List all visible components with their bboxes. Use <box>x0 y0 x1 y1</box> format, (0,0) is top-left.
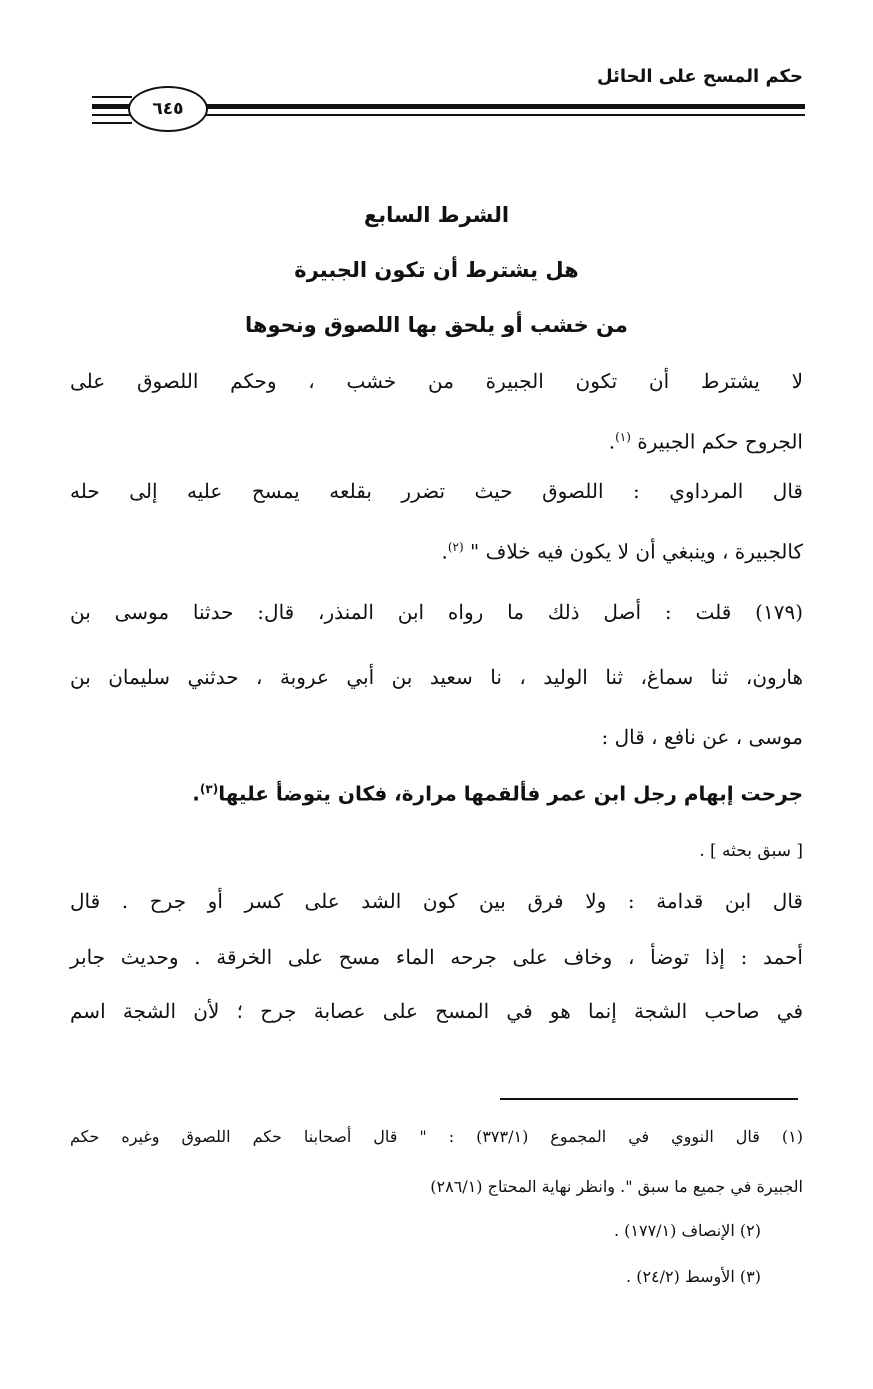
body-line-4-text: كالجبيرة ، وينبغي أن لا يكون فيه خلاف " <box>470 539 803 564</box>
body-line-6: هارون، ثنا سماغ، ثنا الوليد ، نا سعيد بن أبي عروبة ، حدثني سليمان بن <box>70 665 803 689</box>
body-line-3: قال المرداوي : اللصوق حيث تضرر بقلعه يمسح عليه إلى حله <box>70 479 803 503</box>
footnote-1-line-2: الجبيرة في جميع ما سبق ". وانظر نهاية المحتاج (٢٨٦/١) <box>430 1177 803 1196</box>
header-rule-left-1 <box>92 96 132 98</box>
period: . <box>608 429 616 454</box>
quoted-narration <box>70 774 803 809</box>
body-line-7: موسى ، عن نافع ، قال : <box>601 725 803 749</box>
section-heading-2: هل يشترط أن تكون الجبيرة <box>294 258 579 282</box>
body-line-5: (١٧٩) قلت : أصل ذلك ما رواه ابن المنذر، قال: حدثنا موسى بن <box>70 600 803 624</box>
page-number: ٦٤٥ <box>128 86 208 132</box>
section-heading-1: الشرط السابع <box>363 203 510 227</box>
period: . <box>192 781 200 806</box>
footnote-marker-3: (٣) <box>199 782 219 796</box>
body-line-9: أحمد : إذا توضأ ، وخاف على جرحه الماء مسح على الخرقة . وحديث جابر <box>70 945 803 969</box>
body-line-1: لا يشترط أن تكون الجبيرة من خشب ، وحكم اللصوق على <box>70 369 803 393</box>
body-line-10: في صاحب الشجة إنما هو في المسح على عصابة جرح ؛ لأن الشجة اسم <box>70 999 803 1023</box>
footnote-marker-2: (٢) <box>447 540 464 554</box>
footnote-1-line-1: (١) قال النووي في المجموع (٣٧٣/١) : " قال أصحابنا حكم اللصوق وغيره حكم <box>70 1127 803 1146</box>
footnote-2: (٢) الإنصاف (١٧٧/١) . <box>613 1221 761 1240</box>
footnote-marker-1: (١) <box>615 430 631 444</box>
quoted-narration-text: جرحت إبهام رجل ابن عمر فألقمها مرارة، فكان يتوضأ عليها <box>218 781 803 806</box>
body-line-8: قال ابن قدامة : ولا فرق بين كون الشد على كسر أو جرح . قال <box>70 889 803 913</box>
body-line-2-text: الجروح حكم الجبيرة <box>637 429 803 454</box>
footnote-3: (٣) الأوسط (٢٤/٢) . <box>626 1267 761 1286</box>
header-rule-left-2 <box>92 122 132 124</box>
footnote-separator <box>500 1098 798 1100</box>
body-line-4 <box>70 532 803 567</box>
period: . <box>441 539 448 564</box>
body-line-2 <box>70 422 803 457</box>
running-header-title: حكم المسح على الحائل <box>597 66 803 87</box>
section-heading-3: من خشب أو يلحق بها اللصوق ونحوها <box>245 313 628 337</box>
see-previous-note: [ سبق بحثه ] . <box>699 841 803 861</box>
